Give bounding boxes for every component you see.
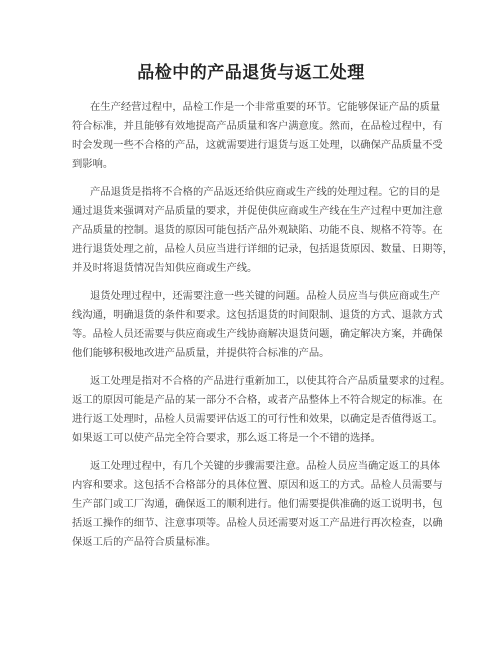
- paragraph-line: 返工处理过程中，有几个关键的步骤需要注意。品检人员应当确定返工的具体: [90, 460, 441, 472]
- paragraph-line: 在生产经营过程中，品检工作是一个非常重要的环节。它能够保证产品的质量: [90, 101, 441, 113]
- paragraph-line: 产品质量的控制。退货的原因可能包括产品外观缺陷、功能不良、规格不符等。在: [72, 224, 443, 236]
- paragraph-line: 返工处理是指对不合格的产品进行重新加工，以使其符合产品质量要求的过程。: [90, 375, 451, 387]
- paragraph-line: 生产部门或工厂沟通，确保返工的顺利进行。他们需要提供准确的返工说明书，包: [72, 498, 443, 510]
- paragraph-line: 时会发现一些不合格的产品，这就需要进行退货与返工处理，以确保产品质量不受: [72, 139, 443, 151]
- paragraph-line: 等。品检人员还需要与供应商或生产线协商解决退货问题，确定解决方案，并确保: [72, 328, 443, 340]
- paragraph-line: 退货处理过程中，还需要注意一些关键的问题。品检人员应当与供应商或生产: [90, 290, 441, 302]
- paragraph-line: 他们能够积极地改进产品质量，并提供符合标准的产品。: [72, 347, 330, 359]
- paragraph-line: 进行退货处理之前，品检人员应当进行详细的记录，包括退货原因、数量、日期等，: [72, 243, 453, 255]
- paragraph-line: 括返工操作的细节、注意事项等。品检人员还需要对返工产品进行再次检查，以确: [72, 517, 443, 529]
- paragraph-line: 保返工后的产品符合质量标准。: [72, 536, 217, 548]
- paragraph-line: 进行返工处理时，品检人员需要评估返工的可行性和效果，以确定是否值得返工。: [72, 413, 443, 425]
- paragraph-line: 如果返工可以使产品完全符合要求，那么返工将是一个不错的选择。: [72, 432, 381, 444]
- paragraph-line: 通过退货来强调对产品质量的要求，并促使供应商或生产线在生产过程中更加注意: [72, 205, 443, 217]
- paragraph-line: 产品退货是指将不合格的产品返还给供应商或生产线的处理过程。它的目的是: [90, 186, 441, 198]
- paragraph-line: 到影响。: [72, 158, 114, 170]
- paragraph-line: 线沟通，明确退货的条件和要求。这包括退货的时间限制、退货的方式、退款方式: [72, 309, 443, 321]
- document-title: 品检中的产品退货与返工处理: [137, 63, 365, 83]
- paragraph-line: 符合标准，并且能够有效地提高产品质量和客户满意度。然而，在品检过程中，有: [72, 120, 443, 132]
- paragraph-line: 返工的原因可能是产品的某一部分不合格，或者产品整体上不符合规定的标准。在: [72, 394, 443, 406]
- paragraph-line: 内容和要求。这包括不合格部分的具体位置、原因和返工的方式。品检人员需要与: [72, 479, 443, 491]
- paragraph-line: 并及时将退货情况告知供应商或生产线。: [72, 262, 258, 274]
